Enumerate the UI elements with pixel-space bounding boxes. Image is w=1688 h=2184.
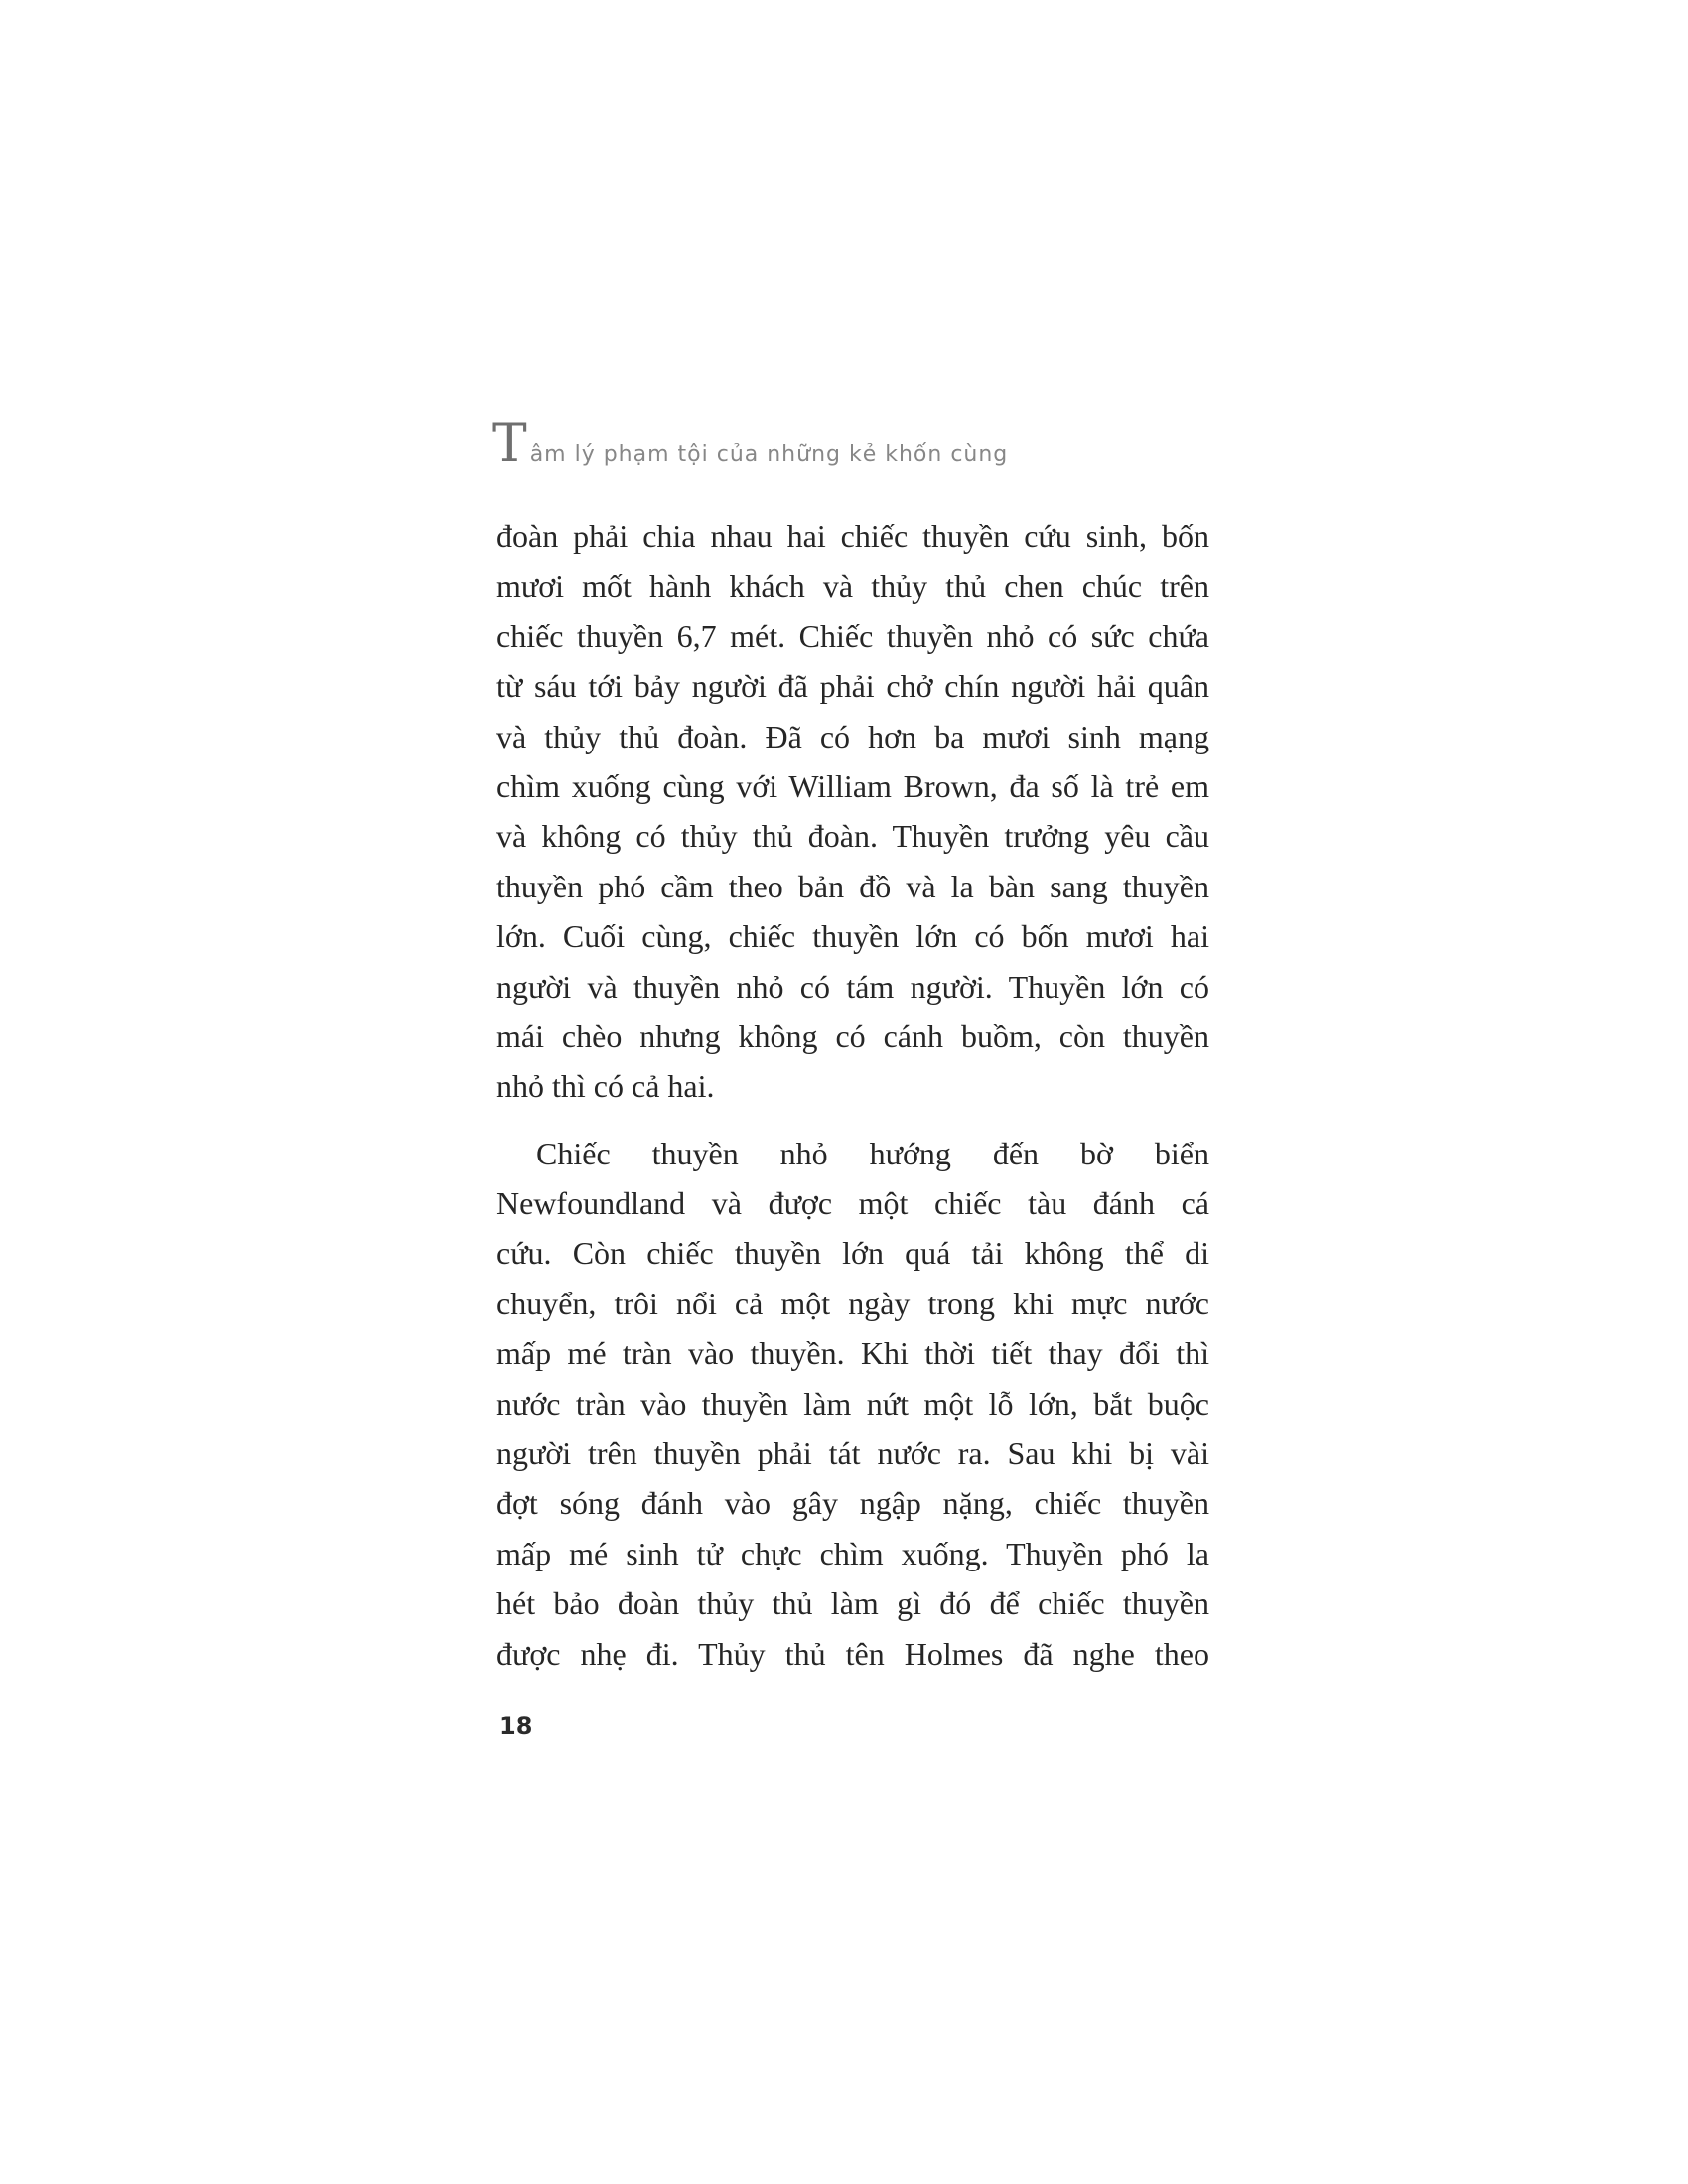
text-block bbox=[496, 511, 1209, 1679]
page-number: 18 bbox=[499, 1712, 533, 1740]
text-line: nước tràn vào thuyền làm nứt một lỗ lớn, bắt buộc bbox=[496, 1385, 1209, 1422]
text-line: chuyển, trôi nổi cả một ngày trong khi mực nước bbox=[496, 1285, 1209, 1321]
text-line: người trên thuyền phải tát nước ra. Sau khi bị vài bbox=[496, 1435, 1209, 1472]
text-line: và thủy thủ đoàn. Đã có hơn ba mươi sinh mạng bbox=[496, 718, 1209, 754]
text-line: thuyền phó cầm theo bản đồ và la bàn sang thuyền bbox=[496, 868, 1209, 904]
text-line: đợt sóng đánh vào gây ngập nặng, chiếc thuyền bbox=[496, 1485, 1209, 1522]
text-line: hét bảo đoàn thủy thủ làm gì đó để chiếc thuyền bbox=[496, 1585, 1209, 1622]
text-line: Chiếc thuyền nhỏ hướng đến bờ biển bbox=[536, 1135, 1209, 1171]
running-header bbox=[492, 414, 1009, 474]
paragraph bbox=[496, 511, 1209, 1112]
text-line: mái chèo nhưng không có cánh buồm, còn thuyền bbox=[496, 1018, 1209, 1054]
text-line: mươi mốt hành khách và thủy thủ chen chúc trên bbox=[496, 568, 1209, 605]
text-line: mấp mé tràn vào thuyền. Khi thời tiết thay đổi thì bbox=[496, 1335, 1209, 1372]
text-line: đoàn phải chia nhau hai chiếc thuyền cứu sinh, bốn bbox=[496, 518, 1209, 554]
text-line: được nhẹ đi. Thủy thủ tên Holmes đã nghe theo bbox=[496, 1635, 1209, 1672]
text-line: nhỏ thì có cả hai. bbox=[496, 1068, 715, 1105]
text-line: lớn. Cuối cùng, chiếc thuyền lớn có bốn mươi hai bbox=[496, 918, 1209, 955]
text-line: chìm xuống cùng với William Brown, đa số là trẻ em bbox=[496, 767, 1209, 804]
text-line: người và thuyền nhỏ có tám người. Thuyền lớn có bbox=[496, 968, 1209, 1005]
text-line: chiếc thuyền 6,7 mét. Chiếc thuyền nhỏ có sức chứa bbox=[496, 617, 1209, 654]
ornamental-initial-letter: T bbox=[492, 414, 527, 474]
text-line: mấp mé sinh tử chực chìm xuống. Thuyền phó la bbox=[496, 1535, 1209, 1571]
text-line: và không có thủy thủ đoàn. Thuyền trưởng yêu cầu bbox=[496, 818, 1209, 855]
text-line: từ sáu tới bảy người đã phải chở chín người hải quân bbox=[496, 668, 1209, 705]
paragraph bbox=[496, 1129, 1209, 1679]
text-line: cứu. Còn chiếc thuyền lớn quá tải không thể di bbox=[496, 1235, 1209, 1272]
running-header-text: âm lý phạm tội của những kẻ khốn cùng bbox=[529, 442, 1009, 467]
text-line: Newfoundland và được một chiếc tàu đánh cá bbox=[496, 1185, 1209, 1222]
